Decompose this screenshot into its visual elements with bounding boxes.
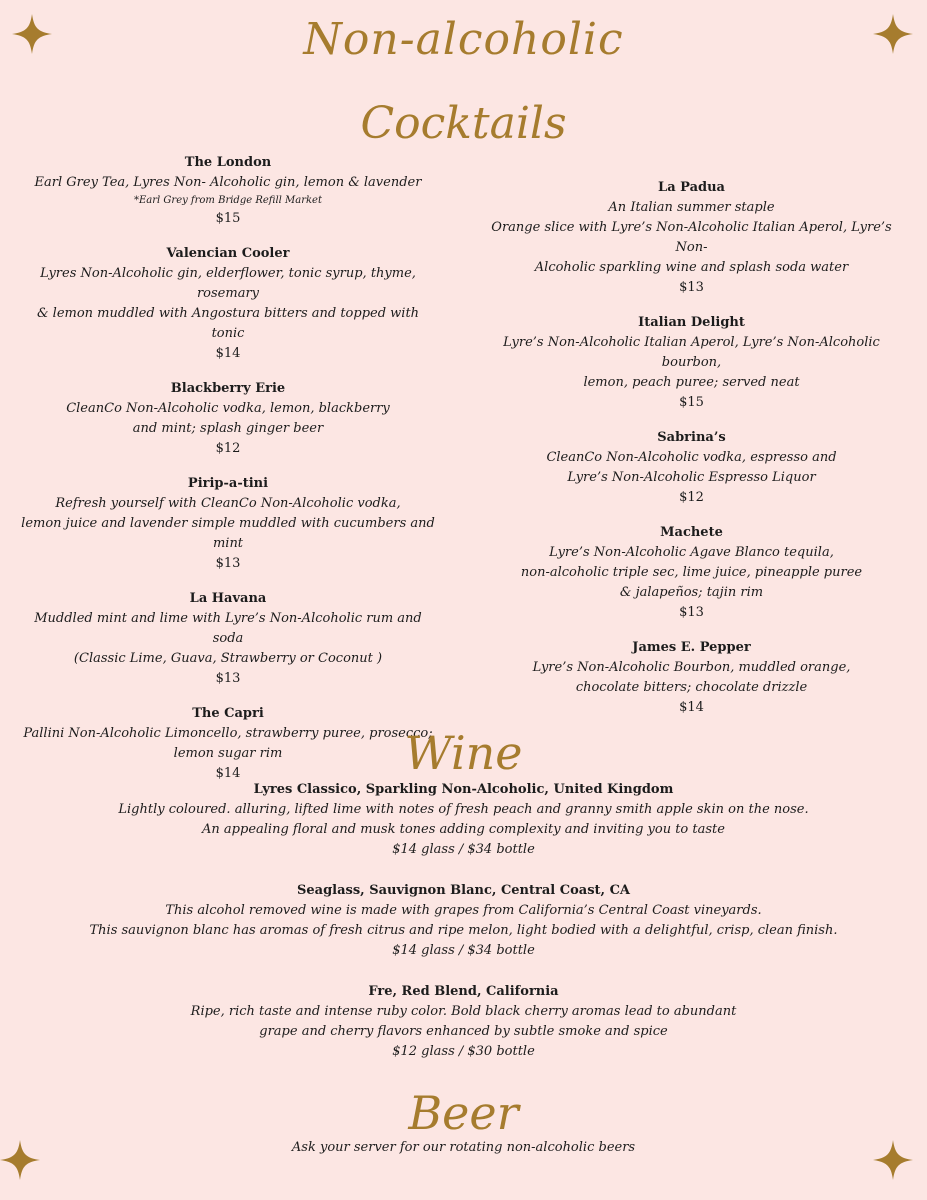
item-name: Italian Delight <box>638 315 745 330</box>
page-title: Non-alcoholic <box>303 14 624 65</box>
item-price: $14 glass / $34 bottle <box>392 842 535 857</box>
menu-item <box>480 523 903 623</box>
item-name: Pirip-a-tini <box>187 476 269 491</box>
wine-item <box>60 780 867 860</box>
item-description: Lightly coloured. alluring, lifted lime with notes of fresh peach and granny smith apple skin on the nose. An appealing floral and musk tones adding complexity and inviting you to taste <box>118 802 809 837</box>
item-price: $15 <box>215 211 241 226</box>
item-price: $12 glass / $30 bottle <box>392 1044 535 1059</box>
item-name: Blackberry Erie <box>170 381 286 396</box>
item-description: An Italian summer staple Orange slice with Lyre’s Non-Alcoholic Italian Aperol, Lyre’s Non- Alcoholic sparkling wine and splash soda water <box>491 200 892 275</box>
item-name: James E. Pepper <box>632 640 751 655</box>
menu-item <box>20 244 436 364</box>
item-name: Seaglass, Sauvignon Blanc, Central Coast, CA <box>297 883 630 898</box>
item-note: *Earl Grey from Bridge Refill Market <box>134 195 322 206</box>
menu-item <box>480 428 903 508</box>
item-description: Earl Grey Tea, Lyres Non- Alcoholic gin, lemon & lavender <box>34 175 422 190</box>
item-name: The Capri <box>192 706 264 721</box>
menu-item <box>480 638 903 718</box>
item-price: $14 glass / $34 bottle <box>392 943 535 958</box>
wine-item <box>60 881 867 961</box>
menu-item <box>20 153 436 229</box>
item-description: This alcohol removed wine is made with grapes from California’s Central Coast vineyards. This sauvignon blanc has aromas of fresh citrus and ripe melon, light bodied with a delightful, crisp, clean finish. <box>89 903 838 938</box>
wine-list <box>60 780 867 1083</box>
item-price: $13 <box>215 556 241 571</box>
item-description: Muddled mint and lime with Lyre’s Non-Alcoholic rum and soda (Classic Lime, Guava, Strawberry or Coconut ) <box>34 611 422 666</box>
menu-item <box>20 589 436 689</box>
item-name: Fre, Red Blend, California <box>368 984 559 999</box>
item-price: $14 <box>215 346 241 361</box>
item-description: Lyre’s Non-Alcoholic Italian Aperol, Lyre’s Non-Alcoholic bourbon, lemon, peach puree; served neat <box>503 335 880 390</box>
menu-item <box>480 178 903 298</box>
item-name: La Havana <box>189 591 267 606</box>
wine-section-title: Wine <box>404 726 523 780</box>
item-name: La Padua <box>658 180 725 195</box>
cocktail-column-left <box>20 153 436 799</box>
item-description: CleanCo Non-Alcoholic vodka, lemon, blackberry and mint; splash ginger beer <box>66 401 390 436</box>
menu-item <box>20 379 436 459</box>
item-name: Machete <box>660 525 723 540</box>
item-description: Refresh yourself with CleanCo Non-Alcoholic vodka, lemon juice and lavender simple muddled with cucumbers and mint <box>21 496 435 551</box>
item-description: Lyres Non-Alcoholic gin, elderflower, tonic syrup, thyme, rosemary & lemon muddled with Angostura bitters and topped with tonic <box>36 266 420 341</box>
menu-item <box>480 313 903 413</box>
item-name: Valencian Cooler <box>166 246 290 261</box>
item-name: Sabrina’s <box>657 430 726 445</box>
item-description: Lyre’s Non-Alcoholic Bourbon, muddled orange, chocolate bitters; chocolate drizzle <box>532 660 851 695</box>
beer-note: Ask your server for our rotating non-alcoholic beers <box>291 1140 636 1155</box>
item-price: $14 <box>679 700 704 715</box>
item-price: $15 <box>679 395 704 410</box>
item-name: The London <box>184 155 272 170</box>
wine-item <box>60 982 867 1062</box>
item-description: Ripe, rich taste and intense ruby color. Bold black cherry aromas lead to abundant grape and cherry flavors enhanced by subtle smoke and spice <box>190 1004 737 1039</box>
item-price: $14 <box>215 766 241 781</box>
item-description: CleanCo Non-Alcoholic vodka, espresso and Lyre’s Non-Alcoholic Espresso Liquor <box>546 450 837 485</box>
menu-item <box>20 474 436 574</box>
item-price: $13 <box>679 605 704 620</box>
page-subtitle: Cocktails <box>360 98 567 149</box>
item-price: $13 <box>215 671 241 686</box>
item-name: Lyres Classico, Sparkling Non-Alcoholic, United Kingdom <box>253 782 674 797</box>
beer-section-title: Beer <box>408 1086 519 1140</box>
item-price: $12 <box>215 441 241 456</box>
item-price: $12 <box>679 490 704 505</box>
item-description: Pallini Non-Alcoholic Limoncello, strawberry puree, prosecco; lemon sugar rim <box>23 726 433 761</box>
item-description: Lyre’s Non-Alcoholic Agave Blanco tequila, non-alcoholic triple sec, lime juice, pineapple puree & jalapeños; tajin rim <box>520 545 863 600</box>
item-price: $13 <box>679 280 704 295</box>
cocktail-column-right <box>480 178 903 733</box>
